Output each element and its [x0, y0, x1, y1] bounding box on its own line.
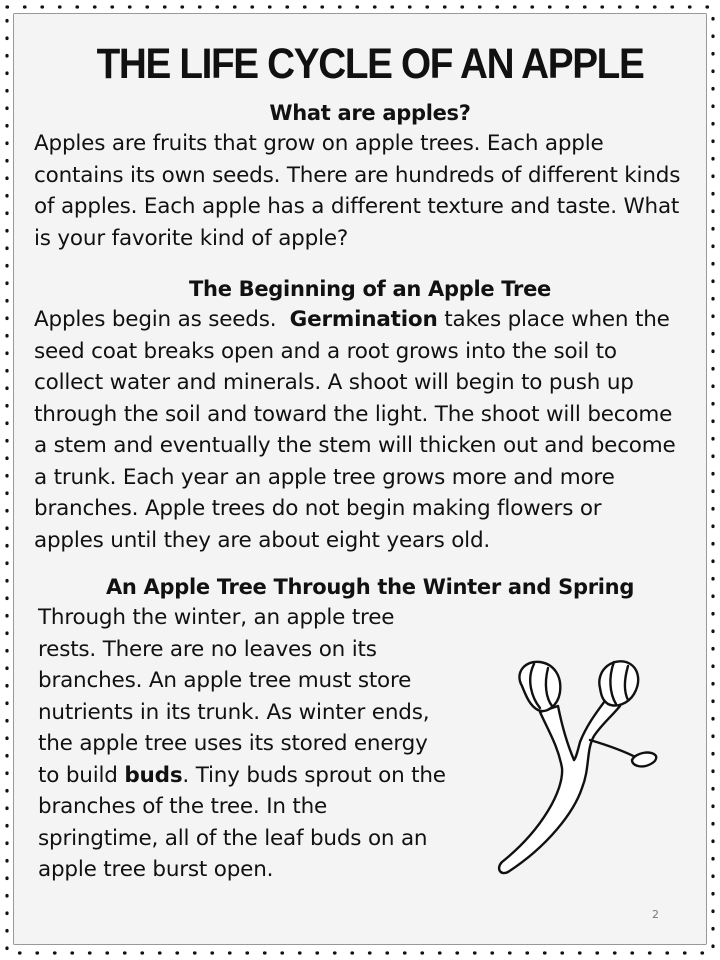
paragraph-what-are-apples — [34, 128, 706, 254]
text-line: Through the winter, an apple tree — [38, 605, 395, 630]
text-line: nutrients in its trunk. As winter ends, — [38, 699, 430, 725]
text-fragment: to build — [38, 762, 118, 788]
text-line: through the soil and toward the light. The shoot will become — [34, 401, 673, 427]
text-line: apples until they are about eight years old. — [34, 527, 491, 553]
text-line: branches. Apple trees do not begin making flowers or — [34, 496, 602, 521]
text-fragment: Apples begin as seeds. — [34, 307, 277, 332]
text-line: is your favorite kind of apple? — [34, 225, 349, 251]
paragraph-beginning — [34, 304, 706, 556]
keyword-buds: buds — [124, 762, 183, 788]
text-line — [34, 304, 706, 336]
text-line: a trunk. Each year an apple tree grows more and more — [34, 464, 615, 490]
text-line: seed coat breaks open and a root grows into the soil to — [34, 338, 617, 364]
page-title: THE LIFE CYCLE OF AN APPLE — [96, 40, 644, 88]
text-fragment: . Tiny buds sprout on the — [182, 762, 446, 788]
section-heading-what-are-apples: What are apples? — [269, 101, 471, 125]
text-line: branches. An apple tree must store — [38, 668, 412, 693]
text-line: Apples are fruits that grow on apple trees. Each apple — [34, 131, 604, 156]
text-line: the apple tree uses its stored energy — [38, 731, 428, 756]
text-fragment: takes place when the — [444, 307, 670, 332]
text-line: rests. There are no leaves on its — [38, 636, 377, 662]
page-number: 2 — [652, 908, 659, 921]
text-line: branches of the tree. In the — [38, 794, 328, 819]
keyword-germination: Germination — [289, 307, 438, 332]
text-line: collect water and minerals. A shoot will begin to push up — [34, 370, 634, 395]
text-line: apple tree burst open. — [38, 857, 274, 882]
text-line: of apples. Each apple has a different texture and taste. What — [34, 194, 680, 219]
text-line: springtime, all of the leaf buds on an — [38, 825, 428, 851]
text-line: a stem and eventually the stem will thicken out and become — [34, 433, 676, 458]
section-heading-beginning: The Beginning of an Apple Tree — [189, 277, 551, 301]
text-line: contains its own seeds. There are hundreds of different kinds — [34, 162, 681, 188]
branch-with-buds-illustration — [482, 650, 662, 880]
section-heading-winter-spring: An Apple Tree Through the Winter and Spring — [105, 575, 635, 599]
